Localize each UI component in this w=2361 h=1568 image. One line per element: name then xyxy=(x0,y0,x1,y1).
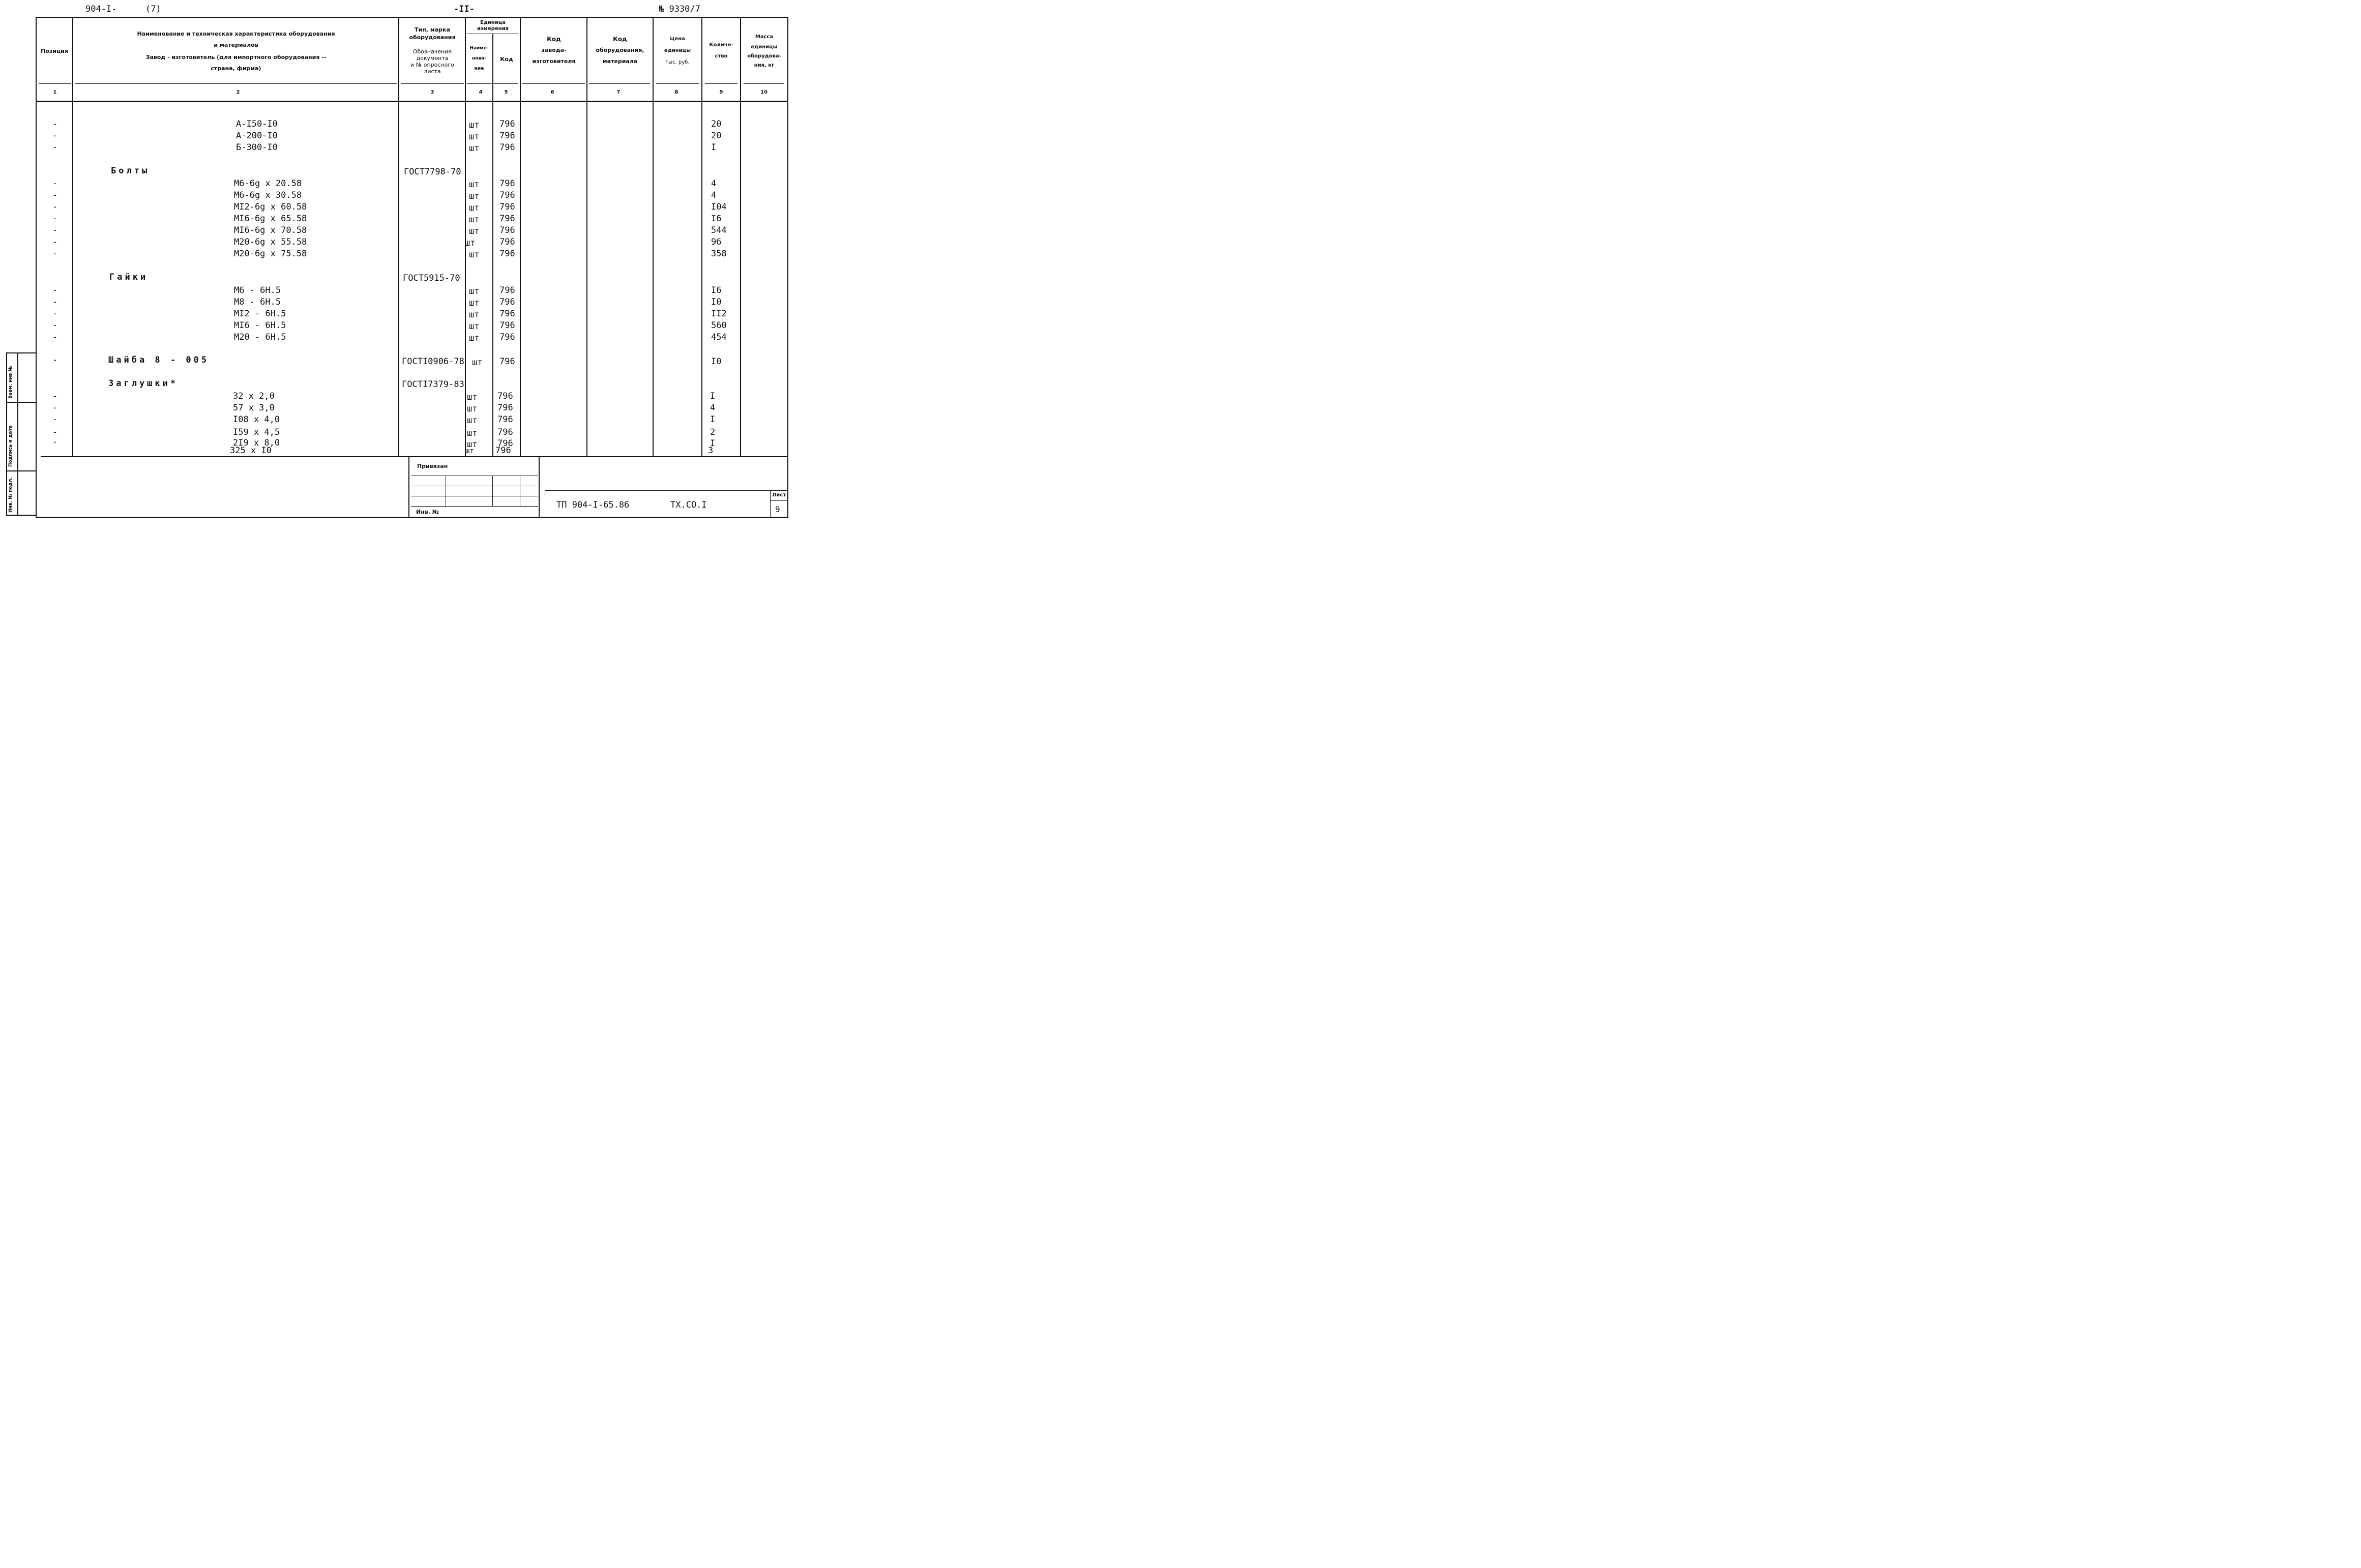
col-equip-code-line1: Код xyxy=(613,36,627,43)
row-name: А-200-I0 xyxy=(236,131,278,141)
table-left-border xyxy=(36,17,37,518)
col-unit-group-line2: измерения xyxy=(477,26,509,32)
col-number-10: 10 xyxy=(760,90,768,95)
col-unit-name-line1: Наиме- xyxy=(469,46,489,51)
row-code: 796 xyxy=(499,190,515,200)
row-unit: шт xyxy=(469,250,480,260)
row-name: М20-6g x 55.58 xyxy=(234,237,307,247)
col-mass-line4: ния, кг xyxy=(754,63,775,68)
row-unit: шт xyxy=(467,392,478,402)
row-qty: I xyxy=(710,415,716,425)
row-code: 796 xyxy=(499,179,515,189)
row-code: 796 xyxy=(499,249,515,259)
row-code: 796 xyxy=(499,285,515,295)
row-qty: I0 xyxy=(711,357,722,367)
row-position: - xyxy=(52,285,58,295)
row-qty: 4 xyxy=(710,403,716,413)
row-position: - xyxy=(52,119,58,129)
col-type-header-line3: Обозначение xyxy=(412,48,452,55)
row-position: - xyxy=(52,415,58,425)
row-unit: шт xyxy=(469,180,480,190)
row-qty: 454 xyxy=(711,332,727,342)
row-code: 796 xyxy=(499,309,515,319)
col-mass-line3: оборудова- xyxy=(747,53,781,59)
col-type-header-line2: оборудования xyxy=(409,34,456,41)
row-qty: I xyxy=(710,391,716,401)
row-position: - xyxy=(52,320,58,331)
row-position: - xyxy=(52,179,58,189)
section-doc: ГОСТI0906-78 xyxy=(402,357,464,367)
row-qty: 4 xyxy=(711,190,717,200)
row-name: МI6 - 6Н.5 xyxy=(234,320,286,331)
row-name: МI6-6g x 65.58 xyxy=(234,214,307,224)
row-unit: шт xyxy=(469,226,480,236)
row-name: 2I9 x 8,0 xyxy=(233,438,280,448)
row-position: - xyxy=(52,237,58,247)
col-price-line1: Цена xyxy=(670,36,685,42)
col-maker-code-line1: Код xyxy=(547,36,561,43)
bound-label: Привязан xyxy=(417,463,448,469)
row-code: 796 xyxy=(497,438,513,449)
row-name: Б-300-I0 xyxy=(236,142,278,153)
col-number-2: 2 xyxy=(236,90,240,95)
side-replace-inv: Взам. инв № xyxy=(8,366,13,399)
row-qty: I xyxy=(711,142,717,153)
header-bottom-border xyxy=(36,101,787,102)
table-right-border xyxy=(787,17,788,518)
row-position: - xyxy=(52,403,58,413)
row-unit: шт xyxy=(467,416,478,426)
row-qty: 20 xyxy=(711,119,722,129)
table-bottom-border xyxy=(41,456,787,457)
row-code: 796 xyxy=(499,320,515,331)
doc-number: № 9330/7 xyxy=(659,4,700,14)
col-equip-code-line3: материала xyxy=(602,58,638,65)
side-inv-orig: Инв. № подл. xyxy=(8,477,13,513)
row-position: - xyxy=(52,142,58,153)
col-number-4: 4 xyxy=(479,90,483,95)
row-name: МI6-6g x 70.58 xyxy=(234,225,307,235)
col-number-9: 9 xyxy=(719,90,723,95)
section-doc: ГОСТI7379-83 xyxy=(402,379,464,390)
row-unit: шт xyxy=(469,143,480,154)
row-position: - xyxy=(52,202,58,212)
doc-code: ТП 904-I-65.86 xyxy=(556,500,630,510)
row-qty: 20 xyxy=(711,131,722,141)
row-qty: II2 xyxy=(711,309,727,319)
col-position-header: Позиция xyxy=(41,48,68,54)
row-unit: шт xyxy=(469,191,480,201)
section-title: Заглушки* xyxy=(108,378,179,389)
row-qty: 560 xyxy=(711,320,727,331)
row-qty: I6 xyxy=(711,214,722,224)
row-unit: шт xyxy=(469,286,480,297)
row-code: 796 xyxy=(497,403,513,413)
row-unit: шт xyxy=(469,203,480,213)
row-position: - xyxy=(52,332,58,342)
row-unit: шт xyxy=(469,333,480,343)
col-type-header-line4: документа xyxy=(416,55,449,62)
row-name: 325 x I0 xyxy=(230,446,272,456)
row-code: 796 xyxy=(499,142,515,153)
col-price-line2: единицы xyxy=(664,48,691,53)
col-type-header-line5: и № опросного xyxy=(410,62,454,68)
col-unit-name-line2: нова- xyxy=(472,56,486,61)
row-name: МI2 - 6Н.5 xyxy=(234,309,286,319)
row-unit: шт xyxy=(469,215,480,225)
section-title: Гайки xyxy=(109,272,149,282)
row-qty: 544 xyxy=(711,225,727,235)
row-position: - xyxy=(52,355,58,365)
series-label: 904-I- xyxy=(85,4,117,14)
doc-suffix: ТХ.СО.I xyxy=(670,500,707,510)
row-unit: шт xyxy=(469,310,480,320)
row-name: I08 x 4,0 xyxy=(233,415,280,425)
row-code: 796 xyxy=(499,332,515,342)
col-type-header-line6: листа xyxy=(424,68,441,75)
row-name: М6 - 6Н.5 xyxy=(234,285,281,295)
section-title: Шайба 8 - 005 xyxy=(108,355,210,365)
col-maker-code-line2: завода- xyxy=(541,47,567,53)
row-position: - xyxy=(52,249,58,259)
row-code: 796 xyxy=(499,237,515,247)
row-unit: шт xyxy=(465,447,474,455)
row-code: 796 xyxy=(499,202,515,212)
row-unit: шт xyxy=(469,120,480,130)
sheet-number: 9 xyxy=(775,505,780,514)
col-equip-code-line2: оборудования, xyxy=(596,47,644,53)
row-qty: 3 xyxy=(708,446,714,456)
row-qty: 96 xyxy=(711,237,722,247)
col-number-8: 8 xyxy=(674,90,678,95)
row-code: 796 xyxy=(497,391,513,401)
row-code: 796 xyxy=(499,214,515,224)
col-unit-code-header: Код xyxy=(500,56,513,63)
row-code: 796 xyxy=(497,415,513,425)
col-number-1: 1 xyxy=(53,90,57,95)
col-number-5: 5 xyxy=(504,90,508,95)
row-name: МI2-6g x 60.58 xyxy=(234,202,307,212)
row-name: М20 - 6Н.5 xyxy=(234,332,286,342)
sheet-label: Лист xyxy=(772,492,786,498)
row-name: М8 - 6Н.5 xyxy=(234,297,281,307)
row-qty: I xyxy=(710,438,716,449)
row-name: 57 x 3,0 xyxy=(233,403,275,413)
col-qty-line2: ство xyxy=(715,53,728,59)
row-position: - xyxy=(52,427,58,437)
col-mass-line1: Масса xyxy=(755,34,774,40)
row-qty: 2 xyxy=(710,427,716,437)
row-qty: I0 xyxy=(711,297,722,307)
row-position: - xyxy=(52,225,58,235)
inv-label: Инв. № xyxy=(416,509,439,515)
row-position: - xyxy=(52,309,58,319)
row-code: 796 xyxy=(499,297,515,307)
section-doc: ГОСТ5915-70 xyxy=(403,273,460,283)
row-unit: шт xyxy=(467,404,478,414)
col-maker-code-line3: изготовителя xyxy=(532,58,576,65)
row-position: - xyxy=(52,297,58,307)
row-name: А-I50-I0 xyxy=(236,119,278,129)
row-name: М6-6g x 20.58 xyxy=(234,179,302,189)
row-name: М6-6g x 30.58 xyxy=(234,190,302,200)
row-position: - xyxy=(52,214,58,224)
col-type-header-line1: Тип, марка xyxy=(415,26,450,33)
table-top-border xyxy=(36,17,787,18)
row-code: 796 xyxy=(499,131,515,141)
row-qty: 4 xyxy=(711,179,717,189)
col-mass-line2: единицы xyxy=(751,44,778,50)
col-qty-line1: Количе- xyxy=(709,42,733,48)
col-name-header-line4: страна, фирма) xyxy=(211,65,261,72)
row-code: 796 xyxy=(495,446,511,456)
col-price-line3: тыс. руб. xyxy=(665,60,690,65)
col-name-header-line2: и материалов xyxy=(214,42,258,48)
row-unit: шт xyxy=(469,132,480,142)
row-code: 796 xyxy=(499,225,515,235)
col-name-header-line3: Завод - изготовитель (для импортного оборудования -- xyxy=(145,54,327,61)
col-unit-name-line3: ние xyxy=(474,66,484,71)
row-qty: I04 xyxy=(711,202,727,212)
side-signature-date: Подпись и дата xyxy=(8,425,13,467)
row-code: 796 xyxy=(499,119,515,129)
section-doc: ГОСТ7798-70 xyxy=(404,167,461,177)
issue-label: (7) xyxy=(145,4,161,14)
col-number-6: 6 xyxy=(550,90,554,95)
row-position: - xyxy=(52,190,58,200)
row-code: 796 xyxy=(499,357,515,367)
col-number-7: 7 xyxy=(616,90,621,95)
row-position: - xyxy=(52,131,58,141)
row-code: 796 xyxy=(497,427,513,437)
col-name-header-line1: Наименование и техническая характеристика оборудования xyxy=(137,31,335,37)
row-position: - xyxy=(52,437,58,447)
row-position: - xyxy=(52,391,58,401)
row-unit: шт xyxy=(469,298,480,308)
row-unit: шт xyxy=(469,321,480,332)
row-qty: 358 xyxy=(711,249,727,259)
row-name: М20-6g x 75.58 xyxy=(234,249,307,259)
col-number-3: 3 xyxy=(430,90,434,95)
section-title: Болты xyxy=(111,166,150,176)
row-name: 32 x 2,0 xyxy=(233,391,275,401)
row-unit: шт xyxy=(465,238,476,248)
row-qty: I6 xyxy=(711,285,722,295)
row-name: I59 x 4,5 xyxy=(233,427,280,437)
row-unit: шт xyxy=(467,439,478,450)
row-unit: шт xyxy=(472,358,483,368)
col-unit-group-line1: Единица xyxy=(480,20,506,25)
row-unit: шт xyxy=(467,428,478,438)
page-number: -II- xyxy=(454,4,475,14)
